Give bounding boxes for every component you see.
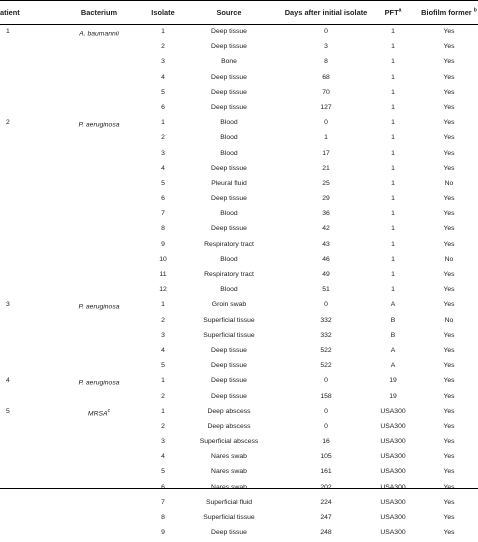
cell-pft: USA300 <box>380 407 406 415</box>
cell-pft: 19 <box>389 392 397 400</box>
cell-isolate: 4 <box>161 346 165 354</box>
table-row <box>0 375 478 390</box>
cell-pft: 1 <box>391 103 395 111</box>
cell-biofilm: Yes <box>443 28 455 35</box>
table-row <box>0 497 478 512</box>
cell-pft: USA300 <box>380 514 406 521</box>
header-pft-label: PFT <box>384 8 399 17</box>
cell-biofilm: Yes <box>443 225 455 233</box>
table-row <box>0 360 478 375</box>
header-days: Days after initial isolate <box>284 8 368 17</box>
cell-isolate: 2 <box>161 392 165 400</box>
cell-pft: USA300 <box>380 498 406 506</box>
cell-biofilm: Yes <box>443 422 455 430</box>
cell-biofilm: Yes <box>443 453 455 461</box>
table-row <box>0 132 478 147</box>
cell-pft: 1 <box>391 134 395 142</box>
cell-biofilm: Yes <box>443 468 455 476</box>
header-source: Source <box>216 8 242 17</box>
cell-days: 70 <box>322 88 330 96</box>
table-row <box>0 117 478 132</box>
cell-patient: 2 <box>6 119 10 127</box>
cell-source: Deep tissue <box>211 346 247 354</box>
table-row <box>0 239 478 254</box>
cell-source: Deep tissue <box>211 225 247 233</box>
cell-pft: USA300 <box>380 453 406 461</box>
cell-days: 29 <box>322 195 330 203</box>
cell-patient: 5 <box>6 407 10 415</box>
cell-days: 17 <box>322 149 330 157</box>
table-row <box>0 330 478 345</box>
cell-source: Groin swab <box>211 301 247 309</box>
cell-pft: 1 <box>391 119 395 127</box>
cell-isolate: 5 <box>161 88 165 96</box>
cell-biofilm: Yes <box>443 392 455 400</box>
cell-pft: 1 <box>391 271 395 278</box>
cell-isolate: 1 <box>161 119 165 127</box>
cell-isolate: 5 <box>161 468 165 476</box>
cell-source: Superficial tissue <box>203 331 255 339</box>
cell-days: 8 <box>324 58 328 66</box>
table-row <box>0 56 478 71</box>
cell-days: 16 <box>322 438 330 446</box>
cell-isolate: 1 <box>161 28 165 35</box>
header-pft <box>368 8 418 17</box>
cell-biofilm: Yes <box>443 103 455 111</box>
cell-source: Blood <box>220 255 238 263</box>
header-rule <box>0 24 478 25</box>
cell-days: 0 <box>324 301 328 309</box>
cell-pft: 1 <box>391 58 395 66</box>
table-header-row <box>0 0 478 24</box>
cell-patient: 1 <box>6 28 10 35</box>
cell-biofilm: Yes <box>443 43 455 51</box>
table-row <box>0 391 478 406</box>
cell-pft: 1 <box>391 255 395 263</box>
cell-isolate: 5 <box>161 362 165 370</box>
cell-days: 0 <box>324 422 328 430</box>
cell-biofilm: Yes <box>443 498 455 506</box>
cell-pft: A <box>390 346 396 354</box>
cell-days: 224 <box>320 498 332 506</box>
cell-days: 0 <box>324 377 328 385</box>
cell-source: Deep tissue <box>211 43 247 51</box>
cell-bacterium <box>54 408 144 417</box>
cell-biofilm: Yes <box>443 346 455 354</box>
cell-source: Superficial tissue <box>203 514 255 521</box>
cell-source: Nares swab <box>211 453 247 461</box>
cell-days: 247 <box>320 514 332 521</box>
cell-days: 522 <box>320 346 332 354</box>
cell-days: 332 <box>320 331 332 339</box>
cell-days: 0 <box>324 407 328 415</box>
cell-isolate: 3 <box>161 331 165 339</box>
cell-biofilm: Yes <box>443 407 455 415</box>
cell-isolate: 1 <box>161 407 165 415</box>
cell-isolate: 4 <box>161 73 165 81</box>
cell-days: 105 <box>320 453 332 461</box>
cell-biofilm: No <box>444 255 454 263</box>
cell-days: 68 <box>322 73 330 81</box>
cell-biofilm: Yes <box>443 119 455 127</box>
cell-days: 25 <box>322 179 330 187</box>
cell-pft: 1 <box>391 88 395 96</box>
cell-biofilm: Yes <box>443 483 455 491</box>
cell-isolate: 2 <box>161 422 165 430</box>
cell-isolate: 10 <box>159 255 167 263</box>
cell-biofilm: Yes <box>443 58 455 66</box>
cell-pft: 1 <box>391 210 395 218</box>
cell-source: Deep tissue <box>211 377 247 385</box>
cell-source: Blood <box>220 149 238 157</box>
cell-biofilm: No <box>444 179 454 187</box>
header-patient: atient <box>0 8 20 17</box>
cell-source: Superficial fluid <box>205 498 253 506</box>
cell-source: Respiratory tract <box>204 271 254 278</box>
cell-isolate: 6 <box>161 103 165 111</box>
table-row <box>0 26 478 41</box>
cell-bacterium <box>54 301 144 310</box>
table-row <box>0 482 478 497</box>
table-row <box>0 284 478 299</box>
cell-isolate: 7 <box>161 210 165 218</box>
table-row <box>0 466 478 481</box>
cell-pft: A <box>390 301 396 309</box>
cell-days: 43 <box>322 240 330 248</box>
cell-source: Nares swab <box>211 468 247 476</box>
cell-pft: 1 <box>391 225 395 233</box>
cell-source: Blood <box>220 134 238 142</box>
cell-isolate: 6 <box>161 195 165 203</box>
cell-biofilm: Yes <box>443 73 455 81</box>
cell-source: Pleural fluid <box>211 179 247 187</box>
cell-isolate: 9 <box>161 529 165 537</box>
cell-biofilm: Yes <box>443 529 455 537</box>
cell-source: Respiratory tract <box>204 240 254 248</box>
cell-source: Deep abscess <box>207 422 251 430</box>
cell-days: 46 <box>322 255 330 263</box>
cell-patient: 4 <box>6 377 10 385</box>
cell-days: 332 <box>320 316 332 324</box>
cell-source: Bone <box>221 58 237 66</box>
table-row <box>0 102 478 117</box>
cell-biofilm: Yes <box>443 88 455 96</box>
cell-pft: USA300 <box>380 483 406 491</box>
cell-pft: USA300 <box>380 529 406 537</box>
cell-isolate: 7 <box>161 498 165 506</box>
table-row <box>0 208 478 223</box>
table-row <box>0 72 478 87</box>
cell-source: Deep tissue <box>211 73 247 81</box>
table-body <box>0 26 478 542</box>
cell-bacterium <box>54 119 144 128</box>
cell-biofilm: Yes <box>443 134 455 142</box>
cell-source: Deep abscess <box>207 407 251 415</box>
cell-biofilm: Yes <box>443 514 455 521</box>
cell-biofilm: Yes <box>443 362 455 370</box>
cell-days: 248 <box>320 529 332 537</box>
table-row <box>0 269 478 284</box>
bacterium-name: MRSA <box>87 409 108 417</box>
table-row <box>0 178 478 193</box>
cell-biofilm: Yes <box>443 438 455 446</box>
cell-days: 36 <box>322 210 330 218</box>
cell-isolate: 3 <box>161 438 165 446</box>
cell-isolate: 6 <box>161 483 165 491</box>
cell-days: 0 <box>324 119 328 127</box>
cell-patient: 3 <box>6 301 10 309</box>
cell-biofilm: Yes <box>443 195 455 203</box>
cell-days: 161 <box>320 468 332 476</box>
bacterium-name: P. aeruginosa <box>78 303 120 311</box>
cell-biofilm: Yes <box>443 149 455 157</box>
cell-days: 21 <box>322 164 330 172</box>
table-row <box>0 223 478 238</box>
cell-source: Nares swab <box>211 483 247 491</box>
cell-isolate: 8 <box>161 514 165 521</box>
cell-pft: 1 <box>391 28 395 35</box>
cell-isolate: 11 <box>159 271 167 278</box>
cell-biofilm: Yes <box>443 240 455 248</box>
cell-isolate: 1 <box>161 301 165 309</box>
cell-source: Deep tissue <box>211 529 247 537</box>
table-bottom-rule <box>0 488 478 489</box>
table-row <box>0 315 478 330</box>
cell-source: Superficial abscess <box>199 438 259 446</box>
cell-isolate: 4 <box>161 164 165 172</box>
table-row <box>0 299 478 314</box>
cell-source: Deep tissue <box>211 195 247 203</box>
cell-source: Blood <box>220 210 238 218</box>
cell-days: 127 <box>320 103 332 111</box>
cell-days: 42 <box>322 225 330 233</box>
cell-pft: USA300 <box>380 468 406 476</box>
cell-biofilm: Yes <box>443 286 455 294</box>
cell-pft: USA300 <box>380 438 406 446</box>
cell-pft: 1 <box>391 240 395 248</box>
table-row <box>0 163 478 178</box>
header-isolate: Isolate <box>151 8 175 17</box>
cell-source: Deep tissue <box>211 164 247 172</box>
bacterium-footnote: c <box>107 407 111 414</box>
cell-pft: 1 <box>391 43 395 51</box>
cell-biofilm: No <box>444 316 454 324</box>
bacterium-name: P. aeruginosa <box>78 379 120 387</box>
header-biofilm-footnote: b <box>473 7 477 14</box>
cell-biofilm: Yes <box>443 331 455 339</box>
table-row <box>0 406 478 421</box>
table-row <box>0 87 478 102</box>
cell-source: Deep tissue <box>211 88 247 96</box>
cell-biofilm: Yes <box>443 210 455 218</box>
table-row <box>0 436 478 451</box>
cell-biofilm: Yes <box>443 271 455 278</box>
cell-pft: USA300 <box>380 422 406 430</box>
cell-isolate: 2 <box>161 43 165 51</box>
table-row <box>0 527 478 542</box>
header-pft-footnote: a <box>398 7 402 14</box>
cell-isolate: 5 <box>161 179 165 187</box>
cell-isolate: 8 <box>161 225 165 233</box>
cell-biofilm: Yes <box>443 301 455 309</box>
cell-days: 522 <box>320 362 332 370</box>
cell-days: 49 <box>322 271 330 278</box>
bacterium-name: A. baumannii <box>79 30 119 38</box>
header-bacterium: Bacterium <box>80 8 118 17</box>
cell-pft: 1 <box>391 179 395 187</box>
cell-isolate: 12 <box>159 286 167 294</box>
cell-pft: A <box>390 362 396 370</box>
cell-source: Blood <box>220 119 238 127</box>
cell-pft: 1 <box>391 73 395 81</box>
table-row <box>0 254 478 269</box>
cell-source: Blood <box>220 286 238 294</box>
cell-bacterium <box>54 377 144 386</box>
cell-isolate: 3 <box>161 149 165 157</box>
cell-days: 1 <box>324 134 328 142</box>
cell-biofilm: Yes <box>443 377 455 385</box>
table-row <box>0 451 478 466</box>
cell-days: 3 <box>324 43 328 51</box>
cell-isolate: 4 <box>161 453 165 461</box>
cell-source: Superficial tissue <box>203 316 255 324</box>
cell-pft: 1 <box>391 164 395 172</box>
table-row <box>0 148 478 163</box>
cell-isolate: 1 <box>161 377 165 385</box>
table-row <box>0 421 478 436</box>
cell-days: 202 <box>320 483 332 491</box>
cell-pft: B <box>390 316 396 324</box>
table-row <box>0 41 478 56</box>
table-row <box>0 193 478 208</box>
cell-isolate: 2 <box>161 134 165 142</box>
cell-days: 158 <box>320 392 332 400</box>
cell-days: 51 <box>322 286 330 294</box>
header-biofilm-label: Biofilm former <box>421 8 472 17</box>
cell-pft: 1 <box>391 149 395 157</box>
cell-isolate: 3 <box>161 58 165 66</box>
bacterium-name: P. aeruginosa <box>78 121 120 129</box>
cell-days: 0 <box>324 28 328 35</box>
cell-isolate: 9 <box>161 240 165 248</box>
cell-pft: 1 <box>391 195 395 203</box>
cell-pft: B <box>390 331 396 339</box>
cell-source: Deep tissue <box>211 28 247 35</box>
table-row <box>0 512 478 527</box>
cell-pft: 1 <box>391 286 395 294</box>
table-row <box>0 345 478 360</box>
cell-source: Deep tissue <box>211 103 247 111</box>
cell-source: Deep tissue <box>211 362 247 370</box>
cell-isolate: 2 <box>161 316 165 324</box>
cell-pft: 19 <box>389 377 397 385</box>
cell-source: Deep tissue <box>211 392 247 400</box>
cell-bacterium <box>54 28 144 37</box>
header-biofilm <box>418 8 478 17</box>
cell-biofilm: Yes <box>443 164 455 172</box>
